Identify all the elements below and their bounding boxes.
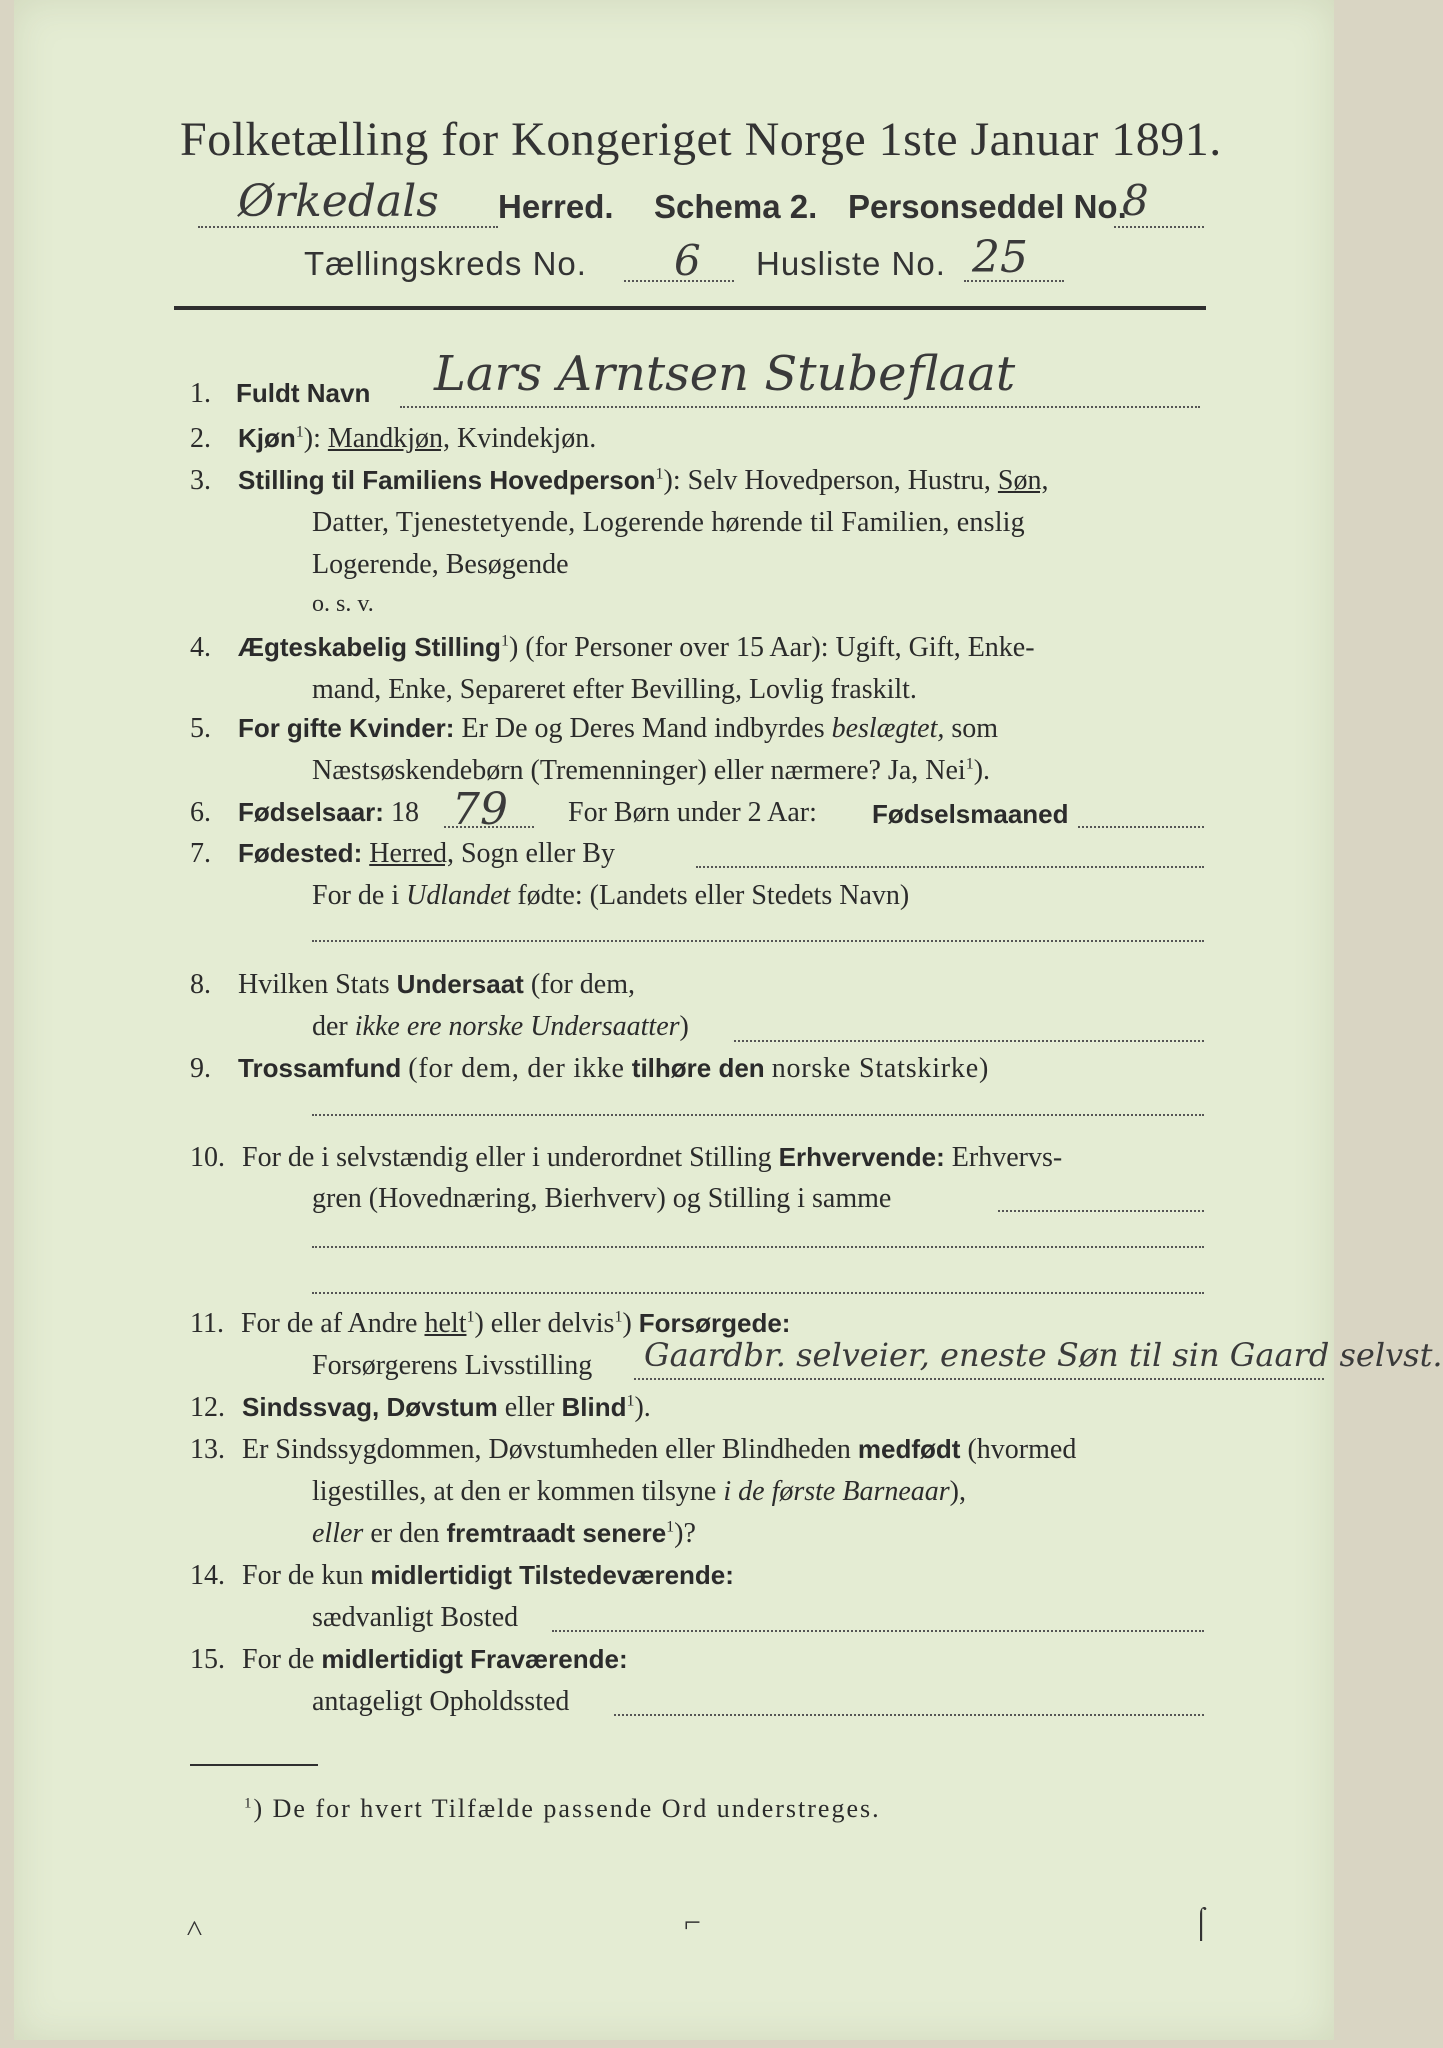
q3-number: 3. [190,465,211,496]
q15-number: 15. [190,1644,225,1675]
q9-text1b: norske Statskirke) [771,1053,990,1084]
q13-italic2: eller [312,1518,364,1549]
q11-label: Forsørgede: [638,1308,791,1338]
q13-text1b: (hvormed [967,1434,1077,1465]
q5-line1 [190,713,998,745]
q3-line2: Datter, Tjenestetyende, Logerende hørende til Familien, enslig [312,507,1025,538]
q5-line2 [312,755,990,787]
q13-text1a: Er Sindssygdommen, Døvstumheden eller Blindheden [242,1434,851,1465]
kreds-label: Tællingskreds No. [304,245,587,282]
q2-text: ): [303,423,321,454]
q6-label: Fødselsaar: [238,797,384,827]
q14-number: 14. [190,1560,225,1591]
q14-line2: sædvanligt Bosted [312,1602,519,1633]
q9-label: Trossamfund [238,1053,402,1083]
q11-answer: Gaardbr. selveier, eneste Søn til sin Gaard selvst. [644,1336,1443,1374]
q1-label: Fuldt Navn [236,378,371,408]
q9-bold2: tilhøre den [631,1053,765,1083]
q8-text2a: der [312,1011,348,1042]
q10-text1b: Erhvervs- [951,1142,1063,1173]
q13-text3b: )? [674,1518,696,1549]
personseddel-value: 8 [1122,176,1149,225]
q7-rest: Sogn eller By [460,838,615,869]
q12-number: 12. [190,1392,225,1423]
q10-line2: gren (Hovednæring, Bierhverv) og Stilling i samme [312,1183,892,1214]
q3-sup: 1 [655,465,664,483]
q10-line1 [190,1142,1062,1174]
q6-number: 6. [190,797,211,828]
q7-text2a: For de i [312,880,400,911]
q2-number: 2. [190,423,211,454]
footnote-sup: 1 [244,1795,254,1812]
pencil-mark-left: ˄ [186,1912,203,1945]
q12-mid: eller [504,1392,555,1423]
pencil-mark-right: ⌠ [1192,1906,1211,1939]
q5-italic: beslægtet, [831,713,945,744]
q12-sup: 1 [626,1392,635,1410]
q13-italic: i de første Barneaar [723,1476,950,1507]
q9-text1a: (for dem, der ikke [408,1053,625,1084]
q2-label: Kjøn [238,423,296,453]
q13-text2b: ), [949,1476,966,1507]
q11-helt: helt [424,1308,467,1339]
footnote [244,1794,881,1824]
q7-number: 7. [190,838,211,869]
q8-line1 [190,969,635,1001]
q13-label2: fremtraadt senere [446,1518,667,1548]
q6-row [190,797,419,829]
herred-value: Ørkedals [238,176,439,227]
q11-line2: Forsørgerens Livsstilling [312,1350,593,1381]
q5-text1: Er De og Deres Mand indbyrdes [461,713,825,744]
q8-italic: ikke ere norske Undersaatter [354,1011,680,1042]
q8-number: 8. [190,969,211,1000]
q2-option-female: Kvindekjøn. [456,423,597,454]
q4-sup: 1 [500,632,509,650]
q13-text2a: ligestilles, at den er kommen tilsyne [312,1476,717,1507]
q11-number: 11. [190,1308,224,1339]
q5-text1b: som [951,713,999,744]
q4-label: Ægteskabelig Stilling [238,632,501,662]
q13-line2 [312,1476,966,1508]
q11-text1b: ) eller delvis [474,1308,615,1339]
q8-line2 [312,1011,689,1043]
q11-text1c: ) [622,1308,632,1339]
q2-row [190,423,596,455]
q10-number: 10. [190,1142,225,1173]
header-rule [174,306,1206,310]
husliste-value: 25 [972,232,1028,283]
q8-label: Undersaat [396,969,524,999]
q1-number: 1. [190,378,211,409]
q13-sup: 1 [666,1518,675,1536]
q8-text1b: (for dem, [530,969,636,1000]
q4-line2: mand, Enke, Separeret efter Bevilling, Lovlig fraskilt. [312,674,917,705]
census-form-page [14,0,1443,2040]
q12-label2: Blind [561,1392,627,1422]
q13-line1 [190,1434,1076,1466]
q3-line4: o. s. v. [312,591,374,617]
q3-selected: Søn, [997,465,1049,496]
q3-label: Stilling til Familiens Hovedperson [238,465,656,495]
footnote-rule [190,1764,318,1766]
q8-text1a: Hvilken Stats [238,969,390,1000]
q12-end: ). [634,1392,651,1423]
husliste-label: Husliste No. [756,245,946,282]
q6-prefix: 18 [390,797,419,828]
q7-text2b: fødte: (Landets eller Stedets Navn) [517,880,910,911]
q5-label: gifte Kvinder: [286,713,455,743]
q11-sup: 1 [466,1308,475,1326]
q4-number: 4. [190,632,211,663]
q4-text1: ) (for Personer over 15 Aar): Ugift, Gift, Enke- [508,632,1035,663]
q11-sup-2: 1 [614,1308,623,1326]
q10-text1a: For de i selvstændig eller i underordnet Stilling [242,1142,772,1173]
q10-label: Erhvervende: [778,1142,945,1172]
q5-number: 5. [190,713,211,744]
form-title: Folketælling for Kongeriget Norge 1ste Januar 1891. [180,113,1222,166]
pencil-mark-center: ⌐ [684,1906,701,1939]
schema-label: Schema 2. [654,188,818,225]
q8-text2b: ) [679,1011,689,1042]
q15-line1 [190,1644,628,1676]
q6-mid: For Børn under 2 Aar: [568,797,817,828]
q7-row [190,838,615,870]
q7-line2 [312,880,909,912]
kreds-value: 6 [674,236,701,285]
q13-label: medfødt [857,1434,961,1464]
q3-line1 [190,465,1049,497]
q5-text2: Næstsøskendebørn (Tremenninger) eller nærmere? Ja, Nei [312,755,966,786]
q3-line3: Logerende, Besøgende [312,549,569,580]
q15-label: midlertidigt Fraværende: [321,1644,628,1674]
q13-text3a: er den [370,1518,440,1549]
q5-pre: For [238,713,280,743]
herred-label: Herred. [498,188,614,225]
footnote-text: ) De for hvert Tilfælde passende Ord understreges. [253,1794,881,1823]
q5-sup: 1 [965,755,974,773]
q5-text2-end: ). [973,755,991,786]
q2-option-male: Mandkjøn, [327,423,450,454]
q3-text1: ): Selv Hovedperson, Hustru, [663,465,991,496]
q14-text1a: For de kun [242,1560,364,1591]
q7-label: Fødested: [238,838,363,868]
personseddel-label: Personseddel No. [848,188,1127,225]
q13-number: 13. [190,1434,225,1465]
q15-text1a: For de [242,1644,315,1675]
q7-italic: Udlandet [406,880,511,911]
q12-label: Sindssvag, Døvstum [242,1392,498,1422]
q9-number: 9. [190,1053,211,1084]
q6-label2: Fødselsmaaned [872,799,1069,829]
q9-line1 [190,1053,989,1085]
q15-line2: antageligt Opholdssted [312,1686,570,1717]
q12-row [190,1392,651,1424]
q7-selected: Herred, [369,838,454,869]
q1-answer: Lars Arntsen Stubeflaat [434,346,1016,402]
q14-line1 [190,1560,734,1592]
q2-sup: 1 [295,423,304,441]
q13-line3 [312,1518,696,1550]
q11-text1a: For de af Andre [240,1308,418,1339]
q4-line1 [190,632,1035,664]
q6-answer: 79 [452,784,508,835]
q14-label: midlertidigt Tilstedeværende: [370,1560,734,1590]
